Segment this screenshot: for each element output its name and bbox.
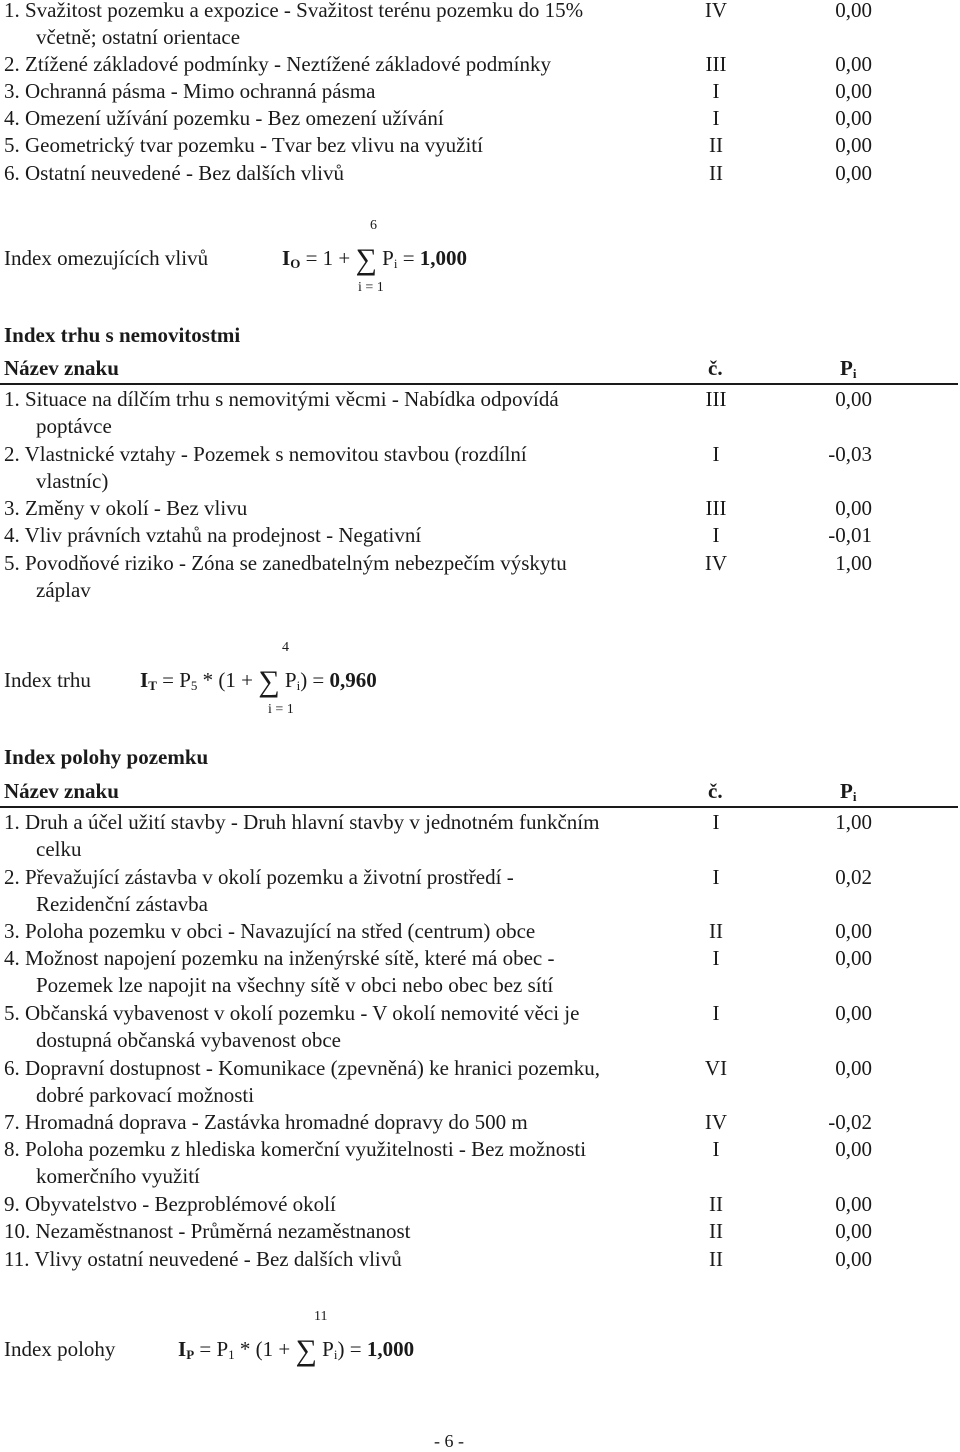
item-name-cont: Rezidenční zástavba: [36, 892, 208, 916]
formula-symbol: I: [282, 246, 291, 270]
item-class: II: [709, 1247, 723, 1271]
item-class: I: [712, 523, 720, 547]
item-name-cont: dobré parkovací možnosti: [36, 1083, 255, 1107]
item-value: 0,00: [835, 946, 872, 970]
item-class: IV: [704, 0, 728, 22]
formula-label: Index polohy: [4, 1337, 116, 1361]
item-name: 6. Dopravní dostupnost - Komunikace (zpevněná) ke hranici pozemku,: [4, 1056, 600, 1080]
item-name-cont: komerčního využití: [36, 1164, 200, 1188]
item-class: I: [712, 442, 720, 466]
item-class: II: [709, 133, 723, 157]
item-class: I: [712, 946, 720, 970]
item-name: 6. Ostatní neuvedené - Bez dalších vlivů: [4, 161, 344, 185]
item-class: II: [709, 919, 723, 943]
formula-result: 1,000: [366, 1337, 415, 1361]
sum-upper-limit: 6: [370, 218, 377, 233]
header-rule: [0, 383, 958, 385]
column-header: [4, 779, 870, 806]
item-name-cont: dostupná občanská vybavenost obce: [36, 1028, 342, 1052]
header-rule: [0, 806, 958, 808]
item-name: 2. Ztížené základové podmínky - Neztížené základové podmínky: [4, 52, 551, 76]
formula-symbol: I: [178, 1337, 187, 1361]
item-class: II: [709, 161, 723, 185]
item-name-cont: včetně; ostatní orientace: [36, 25, 241, 49]
item-value: 0,00: [835, 1219, 872, 1243]
item-name: 1. Situace na dílčím trhu s nemovitými věcmi - Nabídka odpovídá: [4, 387, 559, 411]
item-value: 0,00: [835, 387, 872, 411]
item-name: 3. Změny v okolí - Bez vlivu: [4, 496, 248, 520]
item-value: 0,00: [835, 133, 872, 157]
item-name: 9. Obyvatelstvo - Bezproblémové okolí: [4, 1192, 336, 1216]
item-name: 5. Geometrický tvar pozemku - Tvar bez vlivu na využití: [4, 133, 483, 157]
item-name: 2. Vlastnické vztahy - Pozemek s nemovitou stavbou (rozdílní: [4, 442, 527, 466]
col-number: č.: [708, 779, 723, 803]
item-class: IV: [704, 1110, 728, 1134]
item-name-cont: celku: [36, 837, 82, 861]
item-class: III: [705, 52, 727, 76]
item-value: 0,00: [835, 1137, 872, 1161]
sum-icon: ∑: [258, 665, 280, 698]
item-class: I: [712, 810, 720, 834]
item-value: 0,00: [835, 106, 872, 130]
formula-label: Index omezujících vlivů: [4, 246, 209, 270]
item-value: 0,00: [835, 1001, 872, 1025]
item-value: -0,03: [828, 442, 872, 466]
item-class: I: [712, 1001, 720, 1025]
item-value: 0,00: [835, 1056, 872, 1080]
item-value: 0,00: [835, 79, 872, 103]
item-class: I: [712, 1137, 720, 1161]
item-name-cont: Pozemek lze napojit na všechny sítě v obci nebo obec bez sítí: [36, 973, 554, 997]
section-heading-poloha: Index polohy pozemku: [4, 745, 209, 769]
item-name: 3. Poloha pozemku v obci - Navazující na střed (centrum) obce: [4, 919, 536, 943]
item-name: 8. Poloha pozemku z hlediska komerční využitelnosti - Bez možnosti: [4, 1137, 587, 1161]
item-name: 4. Možnost napojení pozemku na inženýrské sítě, které má obec -: [4, 946, 555, 970]
col-number: č.: [708, 356, 723, 380]
item-value: 0,00: [835, 1247, 872, 1271]
item-value: 0,00: [835, 496, 872, 520]
item-class: I: [712, 106, 720, 130]
item-value: 1,00: [835, 810, 872, 834]
item-class: VI: [704, 1056, 728, 1080]
item-name: 3. Ochranná pásma - Mimo ochranná pásma: [4, 79, 376, 103]
column-header: [4, 356, 870, 383]
page-number: - 6 -: [434, 1431, 464, 1451]
item-name: 2. Převažující zástavba v okolí pozemku a životní prostředí -: [4, 865, 514, 889]
sum-icon: ∑: [355, 243, 377, 276]
item-class: III: [705, 387, 727, 411]
formula-trh: Index trhu $I_T = P_5 * (1$ + ∑ $P_i) = 0,960$ 4 i = 1: [4, 640, 377, 717]
item-class: II: [709, 1192, 723, 1216]
item-class: IV: [704, 551, 728, 575]
item-name: 1. Druh a účel užití stavby - Druh hlavní stavby v jednotném funkčním: [4, 810, 600, 834]
sum-upper-limit: 4: [282, 640, 289, 655]
item-value: 0,00: [835, 1192, 872, 1216]
col-p: $P_i$: [840, 356, 857, 381]
sum-lower-limit: i = 1: [358, 280, 384, 295]
col-p: $P_i$: [840, 779, 857, 804]
col-name: Název znaku: [4, 779, 119, 803]
item-name: 11. Vlivy ostatní neuvedené - Bez dalších vlivů: [4, 1247, 402, 1271]
item-value: 0,00: [835, 0, 872, 22]
col-name: Název znaku: [4, 356, 119, 380]
item-class: I: [712, 79, 720, 103]
sum-lower-limit: i = 1: [268, 702, 294, 717]
formula-result: 0,960: [329, 668, 377, 692]
item-name-cont: vlastníc): [36, 469, 109, 493]
item-name-cont: záplav: [36, 578, 91, 602]
item-name: 5. Povodňové riziko - Zóna se zanedbatelným nebezpečím výskytu: [4, 551, 567, 575]
item-value: 0,02: [835, 865, 872, 889]
item-value: 0,00: [835, 52, 872, 76]
formula-label: Index trhu: [4, 668, 91, 692]
item-name: 1. Svažitost pozemku a expozice - Svažitost terénu pozemku do 15%: [4, 0, 584, 22]
item-value: -0,02: [828, 1110, 872, 1134]
item-value: 1,00: [835, 551, 872, 575]
item-name: 7. Hromadná doprava - Zastávka hromadné dopravy do 500 m: [4, 1110, 528, 1134]
item-name: 4. Omezení užívání pozemku - Bez omezení užívání: [4, 106, 444, 130]
sum-icon: ∑: [295, 1334, 317, 1367]
item-value: 0,00: [835, 161, 872, 185]
item-value: -0,01: [828, 523, 872, 547]
item-value: 0,00: [835, 919, 872, 943]
formula-symbol: I: [140, 668, 149, 692]
item-class: III: [705, 496, 727, 520]
sum-upper-limit: 11: [314, 1309, 328, 1324]
item-name: 4. Vliv právních vztahů na prodejnost - Negativní: [4, 523, 422, 547]
section-heading-trh: Index trhu s nemovitostmi: [4, 323, 241, 347]
item-name: 5. Občanská vybavenost v okolí pozemku - V okolí nemovité věci je: [4, 1001, 580, 1025]
item-class: I: [712, 865, 720, 889]
item-name-cont: poptávce: [36, 414, 112, 438]
formula-poloha: Index polohy $I_P = P_1 * (1$ + ∑ $P_i) = 1,000$ 11: [4, 1309, 415, 1367]
formula-omezujici: Index omezujících vlivů $I_O = 1$ + ∑ $P_i = 1,000$ 6 i = 1: [4, 218, 468, 295]
formula-result: 1,000: [419, 246, 468, 270]
item-name: 10. Nezaměstnanost - Průměrná nezaměstnanost: [4, 1219, 411, 1243]
item-class: II: [709, 1219, 723, 1243]
